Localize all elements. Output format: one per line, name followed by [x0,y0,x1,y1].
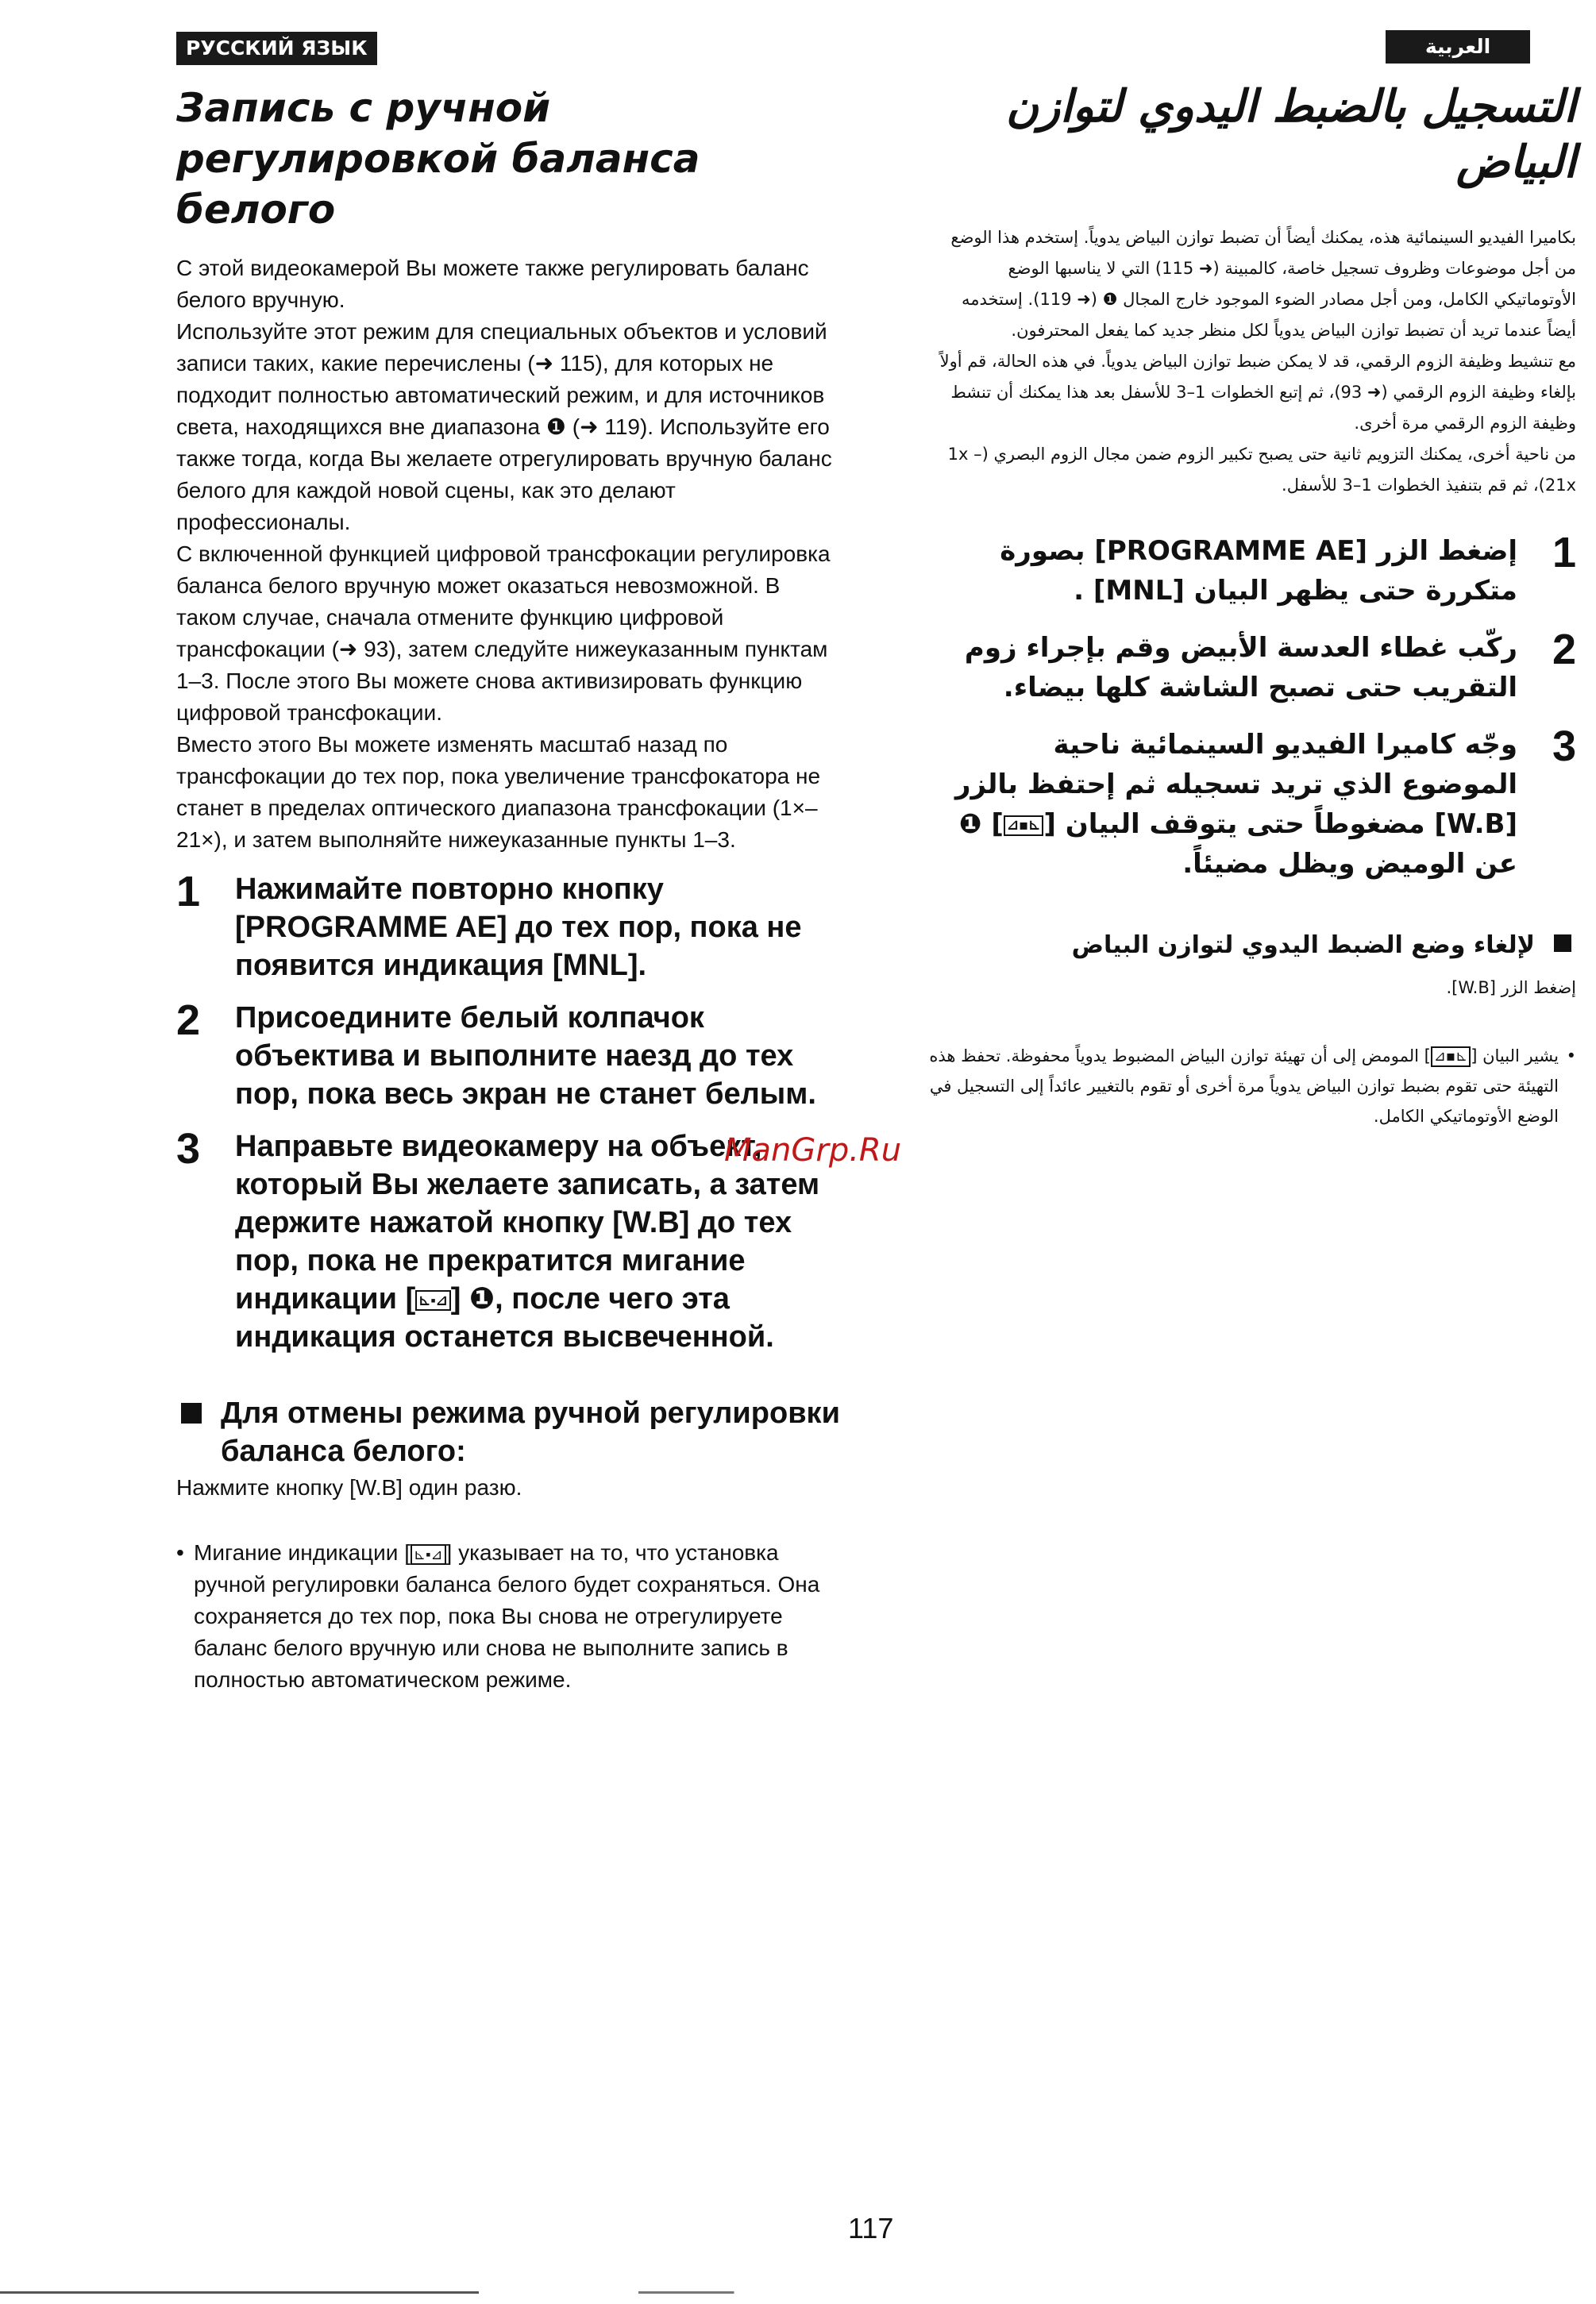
step-number: 3 [1552,722,1576,770]
language-tag-arabic: العربية [1386,30,1530,64]
intro-paragraph: Вместо этого Вы можете изменять масштаб назад по трансфокации до тех пор, пока увеличение трансфокатора не станет в пределах оптического диапазона трансфокации (1×–21×), и затем выполняйте нижеуказанные пункты 1–3. [176,732,821,852]
step-text-part: وجّه كاميرا الفيديو السينمائية ناحية الموضوع الذي تريد تسجيله ثم إحتفظ بالزر [W.B] مضغوطاً حتى يتوقف البيان [ [954,729,1517,840]
cancel-heading-text: لإلغاء وضع الضبط اليدوي لتوازن البياض [1071,931,1535,959]
intro-arabic [929,222,1576,501]
white-balance-icon: ⊾▪⊿ [1004,815,1043,836]
note-text-part: ] المومض إلى أن تهيئة توازن البياض المضبوط يدوياً محفوظة. تحفظ هذه التهيئة حتى تقوم بضبط توازن البياض يدوياً مرة أخرى أو تقوم بالتغيير عائداً إلى التسجيل في الوضع الأوتوماتيكي الكامل. [929,1046,1559,1126]
bullet-icon: • [1566,1046,1576,1065]
white-balance-icon: ⊾▪⊿ [411,1544,446,1565]
intro-paragraph: Используйте этот режим для специальных объектов и условий записи таких, какие перечислены (➜ 115), для которых не подходит полностью автоматический режим, и для источников света, находящихся вне диапазона ❶ (➜ 119). Используйте его также тогда, когда Вы желаете отрегулировать вручную баланс белого для каждой новой сцены, как это делают профессионалы. [176,319,832,534]
step-2 [929,628,1576,707]
step-number: 1 [1552,529,1576,576]
steps-arabic [929,531,1576,884]
note-russian [176,1537,843,1696]
cancel-heading-text: Для отмены режима ручной регулировки баланса белого: [221,1397,840,1468]
step-number: 2 [176,996,201,1044]
cancel-heading-arabic [929,928,1576,963]
step-number: 3 [176,1125,201,1173]
step-number: 2 [1552,626,1576,673]
note-text [194,1537,843,1696]
note-text-part: يشير البيان [ [1471,1046,1559,1065]
steps-russian [176,870,843,1356]
step-text-part: ] ❶, после чего эта индикация останется высвеченной. [235,1282,774,1354]
language-tag-russian: РУССКИЙ ЯЗЫК [176,32,377,65]
white-balance-icon: ⊾▪⊿ [415,1290,451,1311]
intro-russian [176,252,843,856]
step-text: Присоедините белый колпачок объектива и выполните наезд до тех пор, пока весь экран не станет белым. [235,1001,816,1111]
cancel-instruction-russian: Нажмите кнопку [W.B] один разю. [176,1475,522,1500]
russian-column [176,83,843,1696]
intro-paragraph: С этой видеокамерой Вы можете также регулировать баланс белого вручную. [176,256,809,312]
step-2 [176,996,843,1113]
note-text-part: ] указывает на то, что установка ручной регулировки баланса белого будет сохраняться. Она сохраняется до тех пор, пока Вы снова не отрегулируете баланс белого вручную или снова не выполните запись в полностью автоматическом режиме. [194,1540,820,1692]
cancel-heading-russian [176,1394,843,1470]
white-balance-icon: ⊾▪⊿ [1431,1046,1471,1067]
step-text: ركّب غطاء العدسة الأبيض وقم بإجراء زوم التقريب حتى تصبح الشاشة كلها بيضاء. [964,632,1517,703]
intro-paragraph: مع تنشيط وظيفة الزوم الرقمي، قد لا يمكن ضبط توازن البياض يدوياً. في هذه الحالة، قم أولاً بإلغاء وظيفة الزوم الرقمي (➜ 93)، ثم إتبع الخطوات 1–3 للأسفل بعد هذا يمكنك أن تنشط وظيفة الزوم الرقمي مرة أخرى. [939,352,1576,433]
step-text: إضغط الزر [PROGRAMME AE] بصورة متكررة حتى يظهر البيان [MNL] . [1000,535,1517,607]
arabic-column [929,79,1576,1131]
step-text [929,725,1517,884]
watermark: ManGrp.Ru [724,1132,902,1169]
intro-paragraph: بكاميرا الفيديو السينمائية هذه، يمكنك أيضاً أن تضبط توازن البياض يدوياً. إستخدم هذا الوضع من أجل موضوعات وظروف تسجيل خاصة، كالمبينة (➜ 115) التي لا يناسبها الوضع الأوتوماتيكي الكامل، ومن أجل مصادر الضوء الموجود خارج المجال ❶ (➜ 119). إستخدمه أيضاً عندما تريد أن تضبط توازن البياض يدوياً لكل منظر جديد كما يفعل المحترفون. [950,228,1576,340]
page-title-russian: Запись с ручной регулировкой баланса белого [176,85,700,233]
step-1 [929,531,1576,611]
scan-edge-divider [0,2291,1596,2294]
square-bullet-icon [1554,934,1571,952]
step-text: Нажимайте повторно кнопку [PROGRAMME AE] до тех пор, пока не появится индикация [MNL]. [235,873,802,982]
step-1 [176,870,843,984]
square-bullet-icon [181,1403,202,1424]
step-3 [929,722,1576,884]
step-text-part: Направьте видеокамеру на объект, который Вы желаете записать, а затем держите нажатой кнопку [W.B] до тех пор, пока не прекратится мигание индикации [ [235,1130,820,1316]
page-title-arabic: التسجيل بالضبط اليدوي لتوازن البياض [1005,81,1576,188]
note-text [929,1041,1559,1131]
bullet-icon: • [176,1540,184,1565]
cancel-instruction-arabic: إضغط الزر [W.B]. [1446,978,1576,997]
step-text-part: ] ❶ عن الوميض ويظل مضيئاً. [958,808,1517,880]
intro-paragraph: С включенной функцией цифровой трансфокации регулировка баланса белого вручную может оказаться невозможной. В таком случае, сначала отмените функцию цифровой трансфокации (➜ 93), затем следуйте нижеуказанным пунктам 1–3. После этого Вы можете снова активизировать функцию цифровой трансфокации. [176,541,831,725]
page-number: 117 [848,2212,894,2244]
note-text-part: Мигание индикации [ [194,1540,411,1565]
step-number: 1 [176,868,201,915]
intro-paragraph: من ناحية أخرى، يمكنك التزويم ثانية حتى يصبح تكبير الزوم ضمن مجال الزوم البصري (1x – 21x)، ثم قم بتنفيذ الخطوات 1–3 للأسفل. [947,445,1576,495]
note-arabic [929,1041,1576,1131]
